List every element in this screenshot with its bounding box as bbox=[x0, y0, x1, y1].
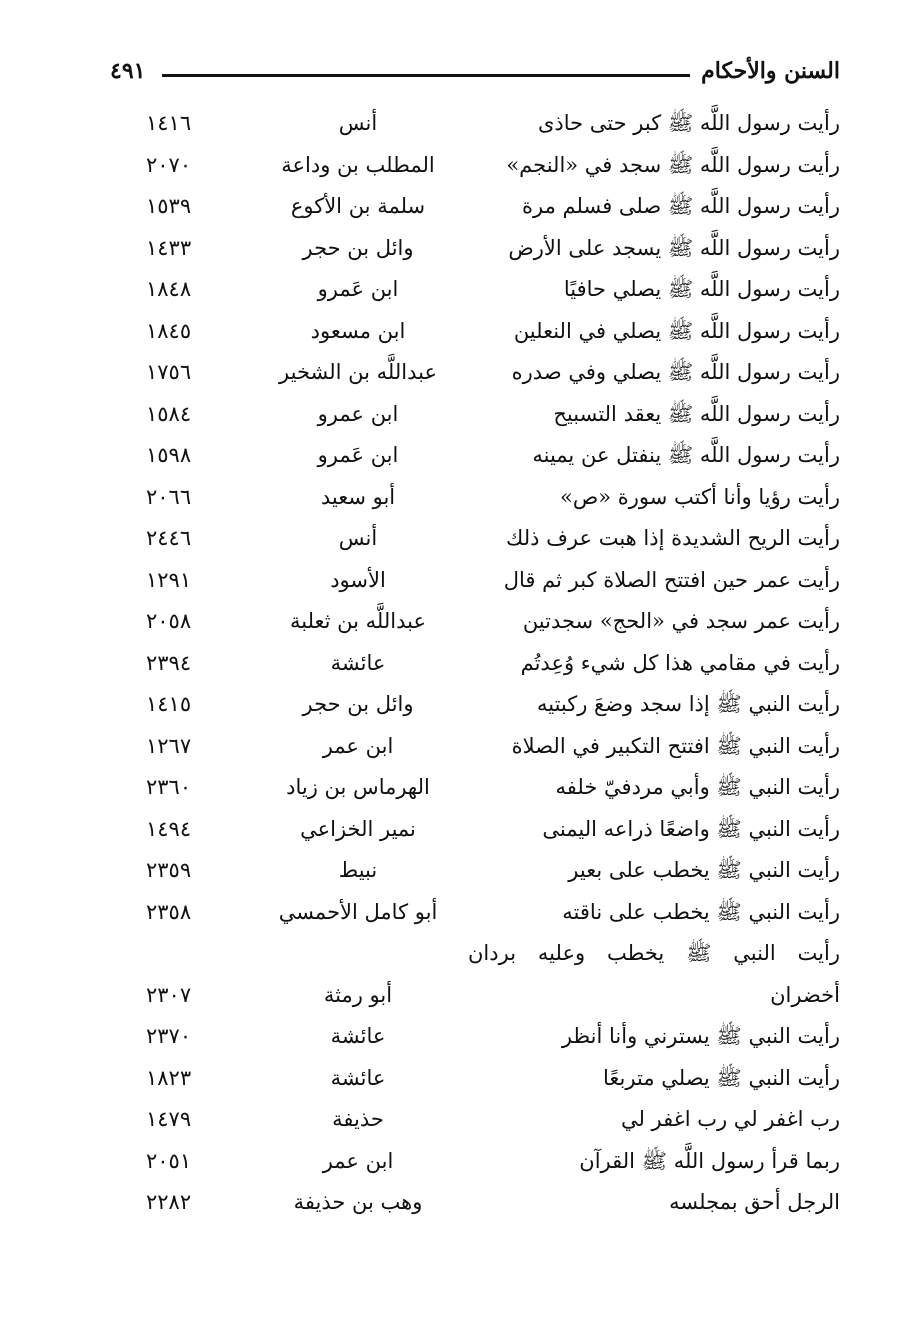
index-row bbox=[110, 601, 840, 643]
narrator-name: عبداللَّه بن الشخير bbox=[279, 360, 437, 384]
hadith-number: ٢٠٥١ bbox=[146, 1148, 192, 1173]
index-table bbox=[110, 103, 840, 1224]
index-row bbox=[110, 1141, 840, 1183]
narrator-name: ابن عَمرو bbox=[317, 277, 399, 301]
hadith-text: رأيت رسول اللَّه ﷺ يصلي حافيًا bbox=[563, 277, 840, 301]
hadith-text: رأيت رسول اللَّه ﷺ سجد في «النجم» bbox=[506, 152, 840, 177]
index-row bbox=[110, 311, 840, 353]
hadith-text: رأيت عمر سجد في «الحج» سجدتين bbox=[522, 609, 840, 633]
hadith-number: ١٨٤٨ bbox=[146, 277, 192, 301]
narrator-name: ابن مسعود bbox=[310, 318, 406, 343]
index-row bbox=[110, 850, 840, 892]
hadith-text: رأيت النبي ﷺ يخطب على بعير bbox=[568, 858, 840, 882]
narrator-name: عائشة bbox=[330, 1024, 386, 1048]
narrator-name: ابن عمر bbox=[322, 1148, 394, 1173]
index-row bbox=[110, 809, 840, 851]
index-row bbox=[110, 228, 840, 270]
narrator-name: نبيط bbox=[338, 858, 378, 882]
index-row bbox=[110, 269, 840, 311]
narrator-name: أبو سعيد bbox=[320, 484, 396, 509]
narrator-name: الهرماس بن زياد bbox=[286, 775, 430, 799]
hadith-number: ٢٣٥٨ bbox=[146, 899, 192, 924]
hadith-number: ١٤٣٣ bbox=[146, 235, 192, 260]
header-rule bbox=[162, 74, 690, 77]
hadith-number: ٢٢٨٢ bbox=[146, 1190, 192, 1214]
index-row bbox=[110, 477, 840, 519]
hadith-number: ١٤١٥ bbox=[146, 692, 192, 716]
hadith-number: ١٤١٦ bbox=[146, 111, 192, 135]
index-row bbox=[110, 726, 840, 768]
hadith-text: ربما قرأ رسول اللَّه ﷺ القرآن bbox=[579, 1148, 840, 1173]
hadith-number: ٢٠٧٠ bbox=[146, 152, 192, 177]
hadith-number: ٢٣٠٧ bbox=[146, 982, 192, 1007]
narrator-name: عبداللَّه بن ثعلبة bbox=[289, 609, 427, 633]
hadith-text: رأيت النبي ﷺ يصلي متربعًا bbox=[603, 1065, 840, 1090]
hadith-number: ١٤٧٩ bbox=[146, 1107, 192, 1131]
hadith-number: ١٢٩١ bbox=[146, 567, 192, 592]
hadith-text: أخضران bbox=[770, 982, 840, 1007]
index-row bbox=[110, 394, 840, 436]
narrator-name: وائل بن حجر bbox=[302, 692, 414, 716]
hadith-text: رأيت رسول اللَّه ﷺ يصلي وفي صدره bbox=[511, 360, 840, 384]
narrator-name: ابن عَمرو bbox=[317, 443, 399, 467]
narrator-name: نمير الخزاعي bbox=[300, 816, 416, 841]
hadith-text: رأيت رسول اللَّه ﷺ يعقد التسبيح bbox=[553, 401, 840, 426]
hadith-number: ١٨٤٥ bbox=[146, 318, 192, 343]
index-row bbox=[110, 933, 840, 975]
hadith-text: رأيت رسول اللَّه ﷺ صلى فسلم مرة bbox=[522, 194, 840, 218]
index-row bbox=[110, 352, 840, 394]
narrator-name: ابن عمرو bbox=[317, 401, 399, 426]
hadith-text: رأيت الريح الشديدة إذا هبت عرف ذلك bbox=[506, 526, 840, 550]
hadith-text: رأيت النبي ﷺ إذا سجد وضعَ ركبتيه bbox=[536, 692, 840, 716]
hadith-number: ٢٣٧٠ bbox=[146, 1024, 192, 1048]
hadith-number: ١٥٨٤ bbox=[146, 401, 192, 426]
hadith-text: رأيت النبي ﷺ واضعًا ذراعه اليمنى bbox=[542, 816, 840, 841]
hadith-number: ١٥٩٨ bbox=[146, 443, 192, 467]
hadith-text: رأيت رسول اللَّه ﷺ ينفتل عن يمينه bbox=[532, 443, 840, 467]
index-row bbox=[110, 103, 840, 145]
narrator-name: المطلب بن وداعة bbox=[281, 152, 435, 177]
page-number: ٤٩١ bbox=[110, 58, 146, 84]
narrator-name: عائشة bbox=[330, 1065, 386, 1090]
hadith-number: ٢٣٦٠ bbox=[146, 775, 192, 799]
narrator-name: أبو كامل الأحمسي bbox=[278, 899, 438, 924]
hadith-number: ١٥٣٩ bbox=[146, 194, 192, 218]
narrator-name: أبو رمثة bbox=[323, 982, 393, 1007]
hadith-text: الرجل أحق بمجلسه bbox=[669, 1190, 840, 1214]
hadith-number: ١٢٦٧ bbox=[146, 733, 192, 758]
index-row bbox=[110, 1016, 840, 1058]
hadith-text: رأيت النبي ﷺ وأبي مردفيّ خلفه bbox=[555, 775, 840, 799]
index-row bbox=[110, 1099, 840, 1141]
index-row bbox=[110, 975, 840, 1017]
page-title: السنن والأحكام bbox=[701, 58, 840, 84]
narrator-name: حذيفة bbox=[332, 1107, 384, 1131]
hadith-number: ٢٠٦٦ bbox=[146, 484, 192, 509]
hadith-text: رأيت النبي ﷺ يسترني وأنا أنظر bbox=[561, 1024, 840, 1048]
hadith-number: ١٤٩٤ bbox=[146, 816, 192, 841]
narrator-name: عائشة bbox=[330, 650, 386, 675]
narrator-name: وهب بن حذيفة bbox=[293, 1190, 423, 1214]
index-row bbox=[110, 145, 840, 187]
narrator-name: الأسود bbox=[330, 567, 386, 592]
index-row bbox=[110, 767, 840, 809]
hadith-text: رأيت رسول اللَّه ﷺ يصلي في النعلين bbox=[513, 318, 840, 343]
hadith-text: رأيت النبي ﷺ يخطب على ناقته bbox=[562, 899, 840, 924]
hadith-number: ٢٣٥٩ bbox=[146, 858, 192, 882]
index-row bbox=[110, 435, 840, 477]
narrator-name: ابن عمر bbox=[322, 733, 394, 758]
hadith-text: رأيت رسول اللَّه ﷺ كبر حتى حاذى bbox=[537, 111, 840, 135]
hadith-text: رأيت النبي ﷺ يخطب وعليه بردان bbox=[468, 941, 840, 965]
index-row bbox=[110, 186, 840, 228]
hadith-text: رأيت رؤيا وأنا أكتب سورة «ص» bbox=[559, 484, 840, 509]
narrator-name: أنس bbox=[338, 111, 378, 135]
index-row bbox=[110, 684, 840, 726]
hadith-number: ١٨٢٣ bbox=[146, 1065, 192, 1090]
hadith-text: رأيت عمر حين افتتح الصلاة كبر ثم قال bbox=[503, 567, 840, 592]
index-row bbox=[110, 1182, 840, 1224]
hadith-text: رأيت رسول اللَّه ﷺ يسجد على الأرض bbox=[508, 235, 840, 260]
hadith-number: ٢٤٤٦ bbox=[146, 526, 192, 550]
hadith-number: ١٧٥٦ bbox=[146, 360, 192, 384]
index-row bbox=[110, 518, 840, 560]
hadith-number: ٢٣٩٤ bbox=[146, 650, 192, 675]
hadith-text: رأيت في مقامي هذا كل شيء وُعِدتُم bbox=[520, 650, 840, 675]
page-header bbox=[110, 52, 840, 96]
hadith-text: رأيت النبي ﷺ افتتح التكبير في الصلاة bbox=[511, 733, 840, 758]
narrator-name: وائل بن حجر bbox=[302, 235, 414, 260]
narrator-name: سلمة بن الأكوع bbox=[290, 194, 426, 218]
hadith-text: رب اغفر لي رب اغفر لي bbox=[620, 1107, 840, 1131]
narrator-name: أنس bbox=[338, 526, 378, 550]
index-row bbox=[110, 560, 840, 602]
index-row bbox=[110, 1058, 840, 1100]
index-row bbox=[110, 643, 840, 685]
hadith-number: ٢٠٥٨ bbox=[146, 609, 192, 633]
index-row bbox=[110, 892, 840, 934]
